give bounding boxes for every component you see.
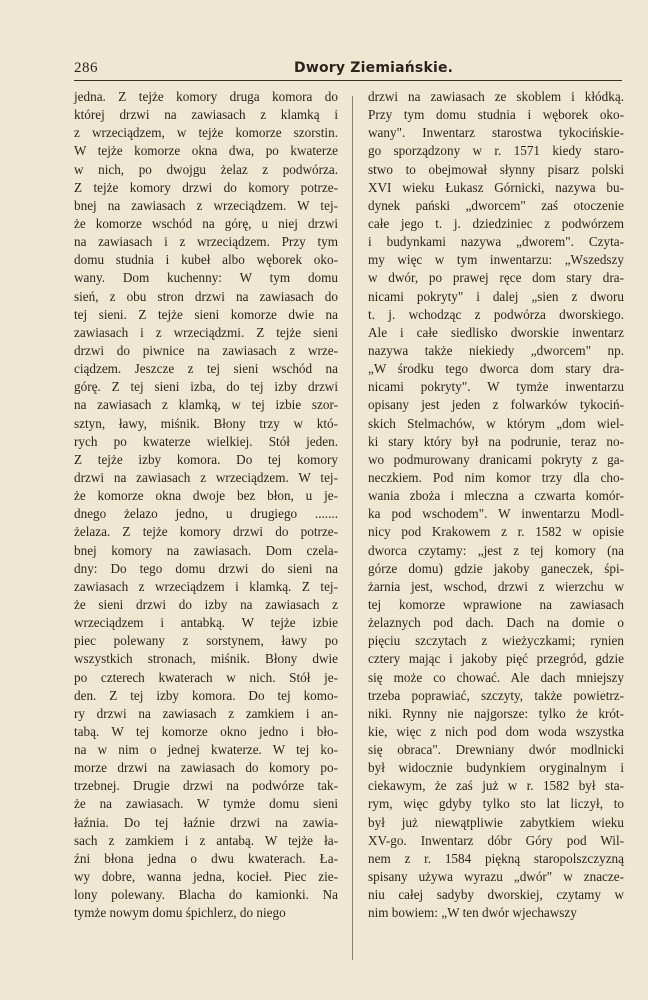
- text-line: nicami pokryty". W tymże inwentarzu: [368, 379, 624, 395]
- text-line: opisany jest jeden z folwarków tykociń-: [368, 397, 624, 413]
- text-line: po czterech kwaterach w nich. Stół je-: [74, 669, 338, 685]
- text-line: tabą. W tej komorze okno jedno i bło-: [74, 723, 338, 739]
- text-line: „W środku tego dworca dom stary dra-: [368, 361, 624, 377]
- running-title: Dwory Ziemiańskie.: [294, 60, 454, 76]
- text-line: wo podmurowany dranicami pokryty z ga-: [368, 451, 624, 467]
- text-line: łaźnia. Do tej łaźnie drzwi na zawia-: [74, 814, 338, 830]
- text-line: Z tejże izby komora. Do tej komory: [74, 451, 338, 467]
- text-line: jedna. Z tejże komory druga komora do: [74, 89, 338, 104]
- text-line: bnej na zawiasach z wrzeciądzem. W tej-: [74, 197, 338, 213]
- text-line: bnej komory na zawiasach. Dom czela-: [74, 542, 338, 558]
- text-line: dny: Do tego domu drzwi do sieni na: [74, 560, 338, 576]
- text-line: W tejże komorze okna dwa, po kwaterze: [74, 143, 338, 159]
- text-line: Ale i całe siedlisko dworskie inwentarz: [368, 324, 624, 340]
- text-line: nim bowiem: „W ten dwór wjechawszy: [368, 905, 577, 921]
- text-line: XVI wieku Łukasz Górnicki, nazywa bu-: [368, 179, 624, 195]
- text-line: żelaznych pod dach. Dach na domie o: [368, 615, 624, 631]
- text-line: spisany używa wyrazu „dwór" w znacze-: [368, 869, 624, 885]
- page-number: 286: [74, 60, 98, 76]
- text-line: pięciu szczytach z wieżyczkami; rynien: [368, 633, 624, 649]
- text-line: górze domu) gdzie jakoby ganeczek, śpi-: [368, 560, 624, 576]
- text-line: skich Stelmachów, w którym „dom wiel-: [368, 415, 624, 431]
- text-line: piec polewany z sorstynem, ławy po: [74, 633, 338, 649]
- text-line: z wrzeciądzem, w tejże komorze szorstin.: [74, 125, 338, 141]
- text-line: t. j. wchodząc z podwórza dworskiego.: [368, 306, 624, 322]
- text-line: i budynkami nazywa „dworem". Czyta-: [368, 234, 624, 250]
- text-line: Przy tym domu studnia i węborek oko-: [368, 107, 624, 123]
- text-line: był już niewątpliwie zabytkiem wieku: [368, 814, 624, 830]
- text-line: rych po kwaterze wielkiej. Stół jeden.: [74, 433, 338, 449]
- text-line: żelaza. Z tejże komory drzwi do potrze-: [74, 524, 338, 540]
- page-header: [74, 60, 622, 82]
- text-line: trzebnej. Drugie drzwi na podwórze tak-: [74, 778, 338, 794]
- text-line: drzwi do piwnice na zawiasach z wrze-: [74, 342, 338, 358]
- text-line: całe jego t. j. dziedziniec z podwórzem: [368, 215, 624, 231]
- text-line: dynek pański „dworcem" zaś otoczenie: [368, 197, 624, 213]
- text-line: drzwi na zawiasach z wrzeciądzem. W tej-: [74, 469, 338, 485]
- text-line: której drzwi na zawiasach z klamką i: [74, 107, 338, 123]
- text-line: że komorze wschód na górę, u niej drzwi: [74, 215, 338, 231]
- text-line: drzwi na zawiasach ze skoblem i kłódką.: [368, 89, 624, 104]
- text-line: sach z zamkiem i z antabą. W tejże ła-: [74, 832, 338, 848]
- text-line: stwo to obejmował słynny pisarz polski: [368, 161, 624, 177]
- text-line: neczkiem. Pod nim komor trzy dla cho-: [368, 469, 624, 485]
- text-line: że na zawiasach. W tymże domu sieni: [74, 796, 338, 812]
- header-rule: [74, 80, 622, 81]
- text-line: nazywa także niekiedy „dworcem" np.: [368, 342, 624, 358]
- text-line: den. Z tej izby komora. Do tej komo-: [74, 687, 338, 703]
- text-line: w nich, po dwojgu żelaz z podwórza.: [74, 161, 338, 177]
- text-line: górę. Z tej sieni izba, do tej izby drzwi: [74, 379, 338, 395]
- text-line: tymże nowym domu śpichlerz, do niego: [74, 905, 286, 921]
- text-line: dworca czytamy: „jest z tej komory (na: [368, 542, 624, 558]
- text-line: wy dobre, wanna jedna, kocieł. Piec zie-: [74, 869, 338, 885]
- text-line: ka pod wschodem". W inwentarzu Modl-: [368, 506, 624, 522]
- text-line: ki stary który był na podrunie, teraz no-: [368, 433, 624, 449]
- text-line: go sporządzony w r. 1571 kiedy staro-: [368, 143, 624, 159]
- text-line: wrzeciądzem i antabką. W tejże izbie: [74, 615, 338, 631]
- text-line: niki. Rynny nie najgorsze: tylko że krót-: [368, 705, 624, 721]
- text-line: na w nim o jednej kwaterze. W tej ko-: [74, 742, 338, 758]
- text-line: źni błona jedna o dwu kwaterach. Ła-: [74, 850, 338, 866]
- text-line: niu całej sadyby dworskiej, czytamy w: [368, 887, 624, 903]
- text-line: tej sieni. Z tejże sieni komorze dwie na: [74, 306, 338, 322]
- text-line: sień, z obu stron drzwi na zawiasach do: [74, 288, 338, 304]
- text-line: że sieni drzwi do izby na zawiasach z: [74, 596, 338, 612]
- text-line: kie, więc z nich pod dom woda wszystka: [368, 723, 624, 739]
- right-column: [346, 88, 624, 922]
- text-line: wany". Inwentarz starostwa tykocińskie-: [368, 125, 624, 141]
- text-line: sztyn, ławy, miśnik. Błony trzy w któ-: [74, 415, 338, 431]
- text-line: wania zboża i mleczna a czwarta komór-: [368, 488, 624, 504]
- text-line: Z tejże komory drzwi do komory potrze-: [74, 179, 338, 195]
- text-line: nem z r. 1584 piękną staropolszczyzną: [368, 850, 624, 866]
- text-line: na zawiasach z klamką, w tej izbie szor-: [74, 397, 338, 413]
- text-line: ciądzem. Jeszcze z tej sieni wschód na: [74, 361, 338, 377]
- text-line: domu studnia i kubeł albo węborek oko-: [74, 252, 338, 268]
- text-line: nicy pod Krakowem z r. 1582 w opisie: [368, 524, 624, 540]
- text-line: był widocznie budynkiem oryginalnym i: [368, 760, 624, 776]
- text-line: rym, więc gdyby tylko sto lat liczył, to: [368, 796, 624, 812]
- text-line: ry drzwi na zawiasach z zamkiem i an-: [74, 705, 338, 721]
- text-line: dnego żelazo jedno, u drugiego .......: [74, 506, 338, 522]
- text-line: lony polewany. Blacha do kamionki. Na: [74, 887, 338, 903]
- text-line: się może co chować. Ale dach mniejszy: [368, 669, 624, 685]
- text-line: zawiasach z wrzeciądzem i klamką. Z tej-: [74, 578, 338, 594]
- text-line: nicami pokryty" i dalej „sien z dworu: [368, 288, 624, 304]
- text-line: zawiasach i z wrzeciądzmi. Z tejże sieni: [74, 324, 338, 340]
- text-line: na zawiasach i z wrzeciądzem. Przy tym: [74, 234, 338, 250]
- text-line: XV-go. Inwentarz dóbr Góry pod Wil-: [368, 832, 624, 848]
- text-line: wszystkich stronach, miśnik. Błony dwie: [74, 651, 338, 667]
- text-line: cztery mając i jakoby pięć przegród, gdzie: [368, 651, 624, 667]
- text-line: ciekawym, że zaś już w r. 1582 był sta-: [368, 778, 624, 794]
- text-line: się obraca". Drewniany dwór modlnicki: [368, 742, 624, 758]
- text-line: wany. Dom kuchenny: W tym domu: [74, 270, 338, 286]
- text-line: w dwór, po prawej ręce dom stary dra-: [368, 270, 624, 286]
- text-line: my więc w tym inwentarzu: „Wszedszy: [368, 252, 624, 268]
- text-line: morze drzwi na zawiasach do komory po-: [74, 760, 338, 776]
- text-line: żarnia jest, wschod, drzwi z wierzchu w: [368, 578, 624, 594]
- text-line: że komorze okna dwoje bez błon, u je-: [74, 488, 338, 504]
- text-line: tej komorze wprawione na zawiasach: [368, 596, 624, 612]
- text-line: trzeba poprawiać, szczyty, także powietrz-: [368, 687, 624, 703]
- left-column: [74, 88, 346, 922]
